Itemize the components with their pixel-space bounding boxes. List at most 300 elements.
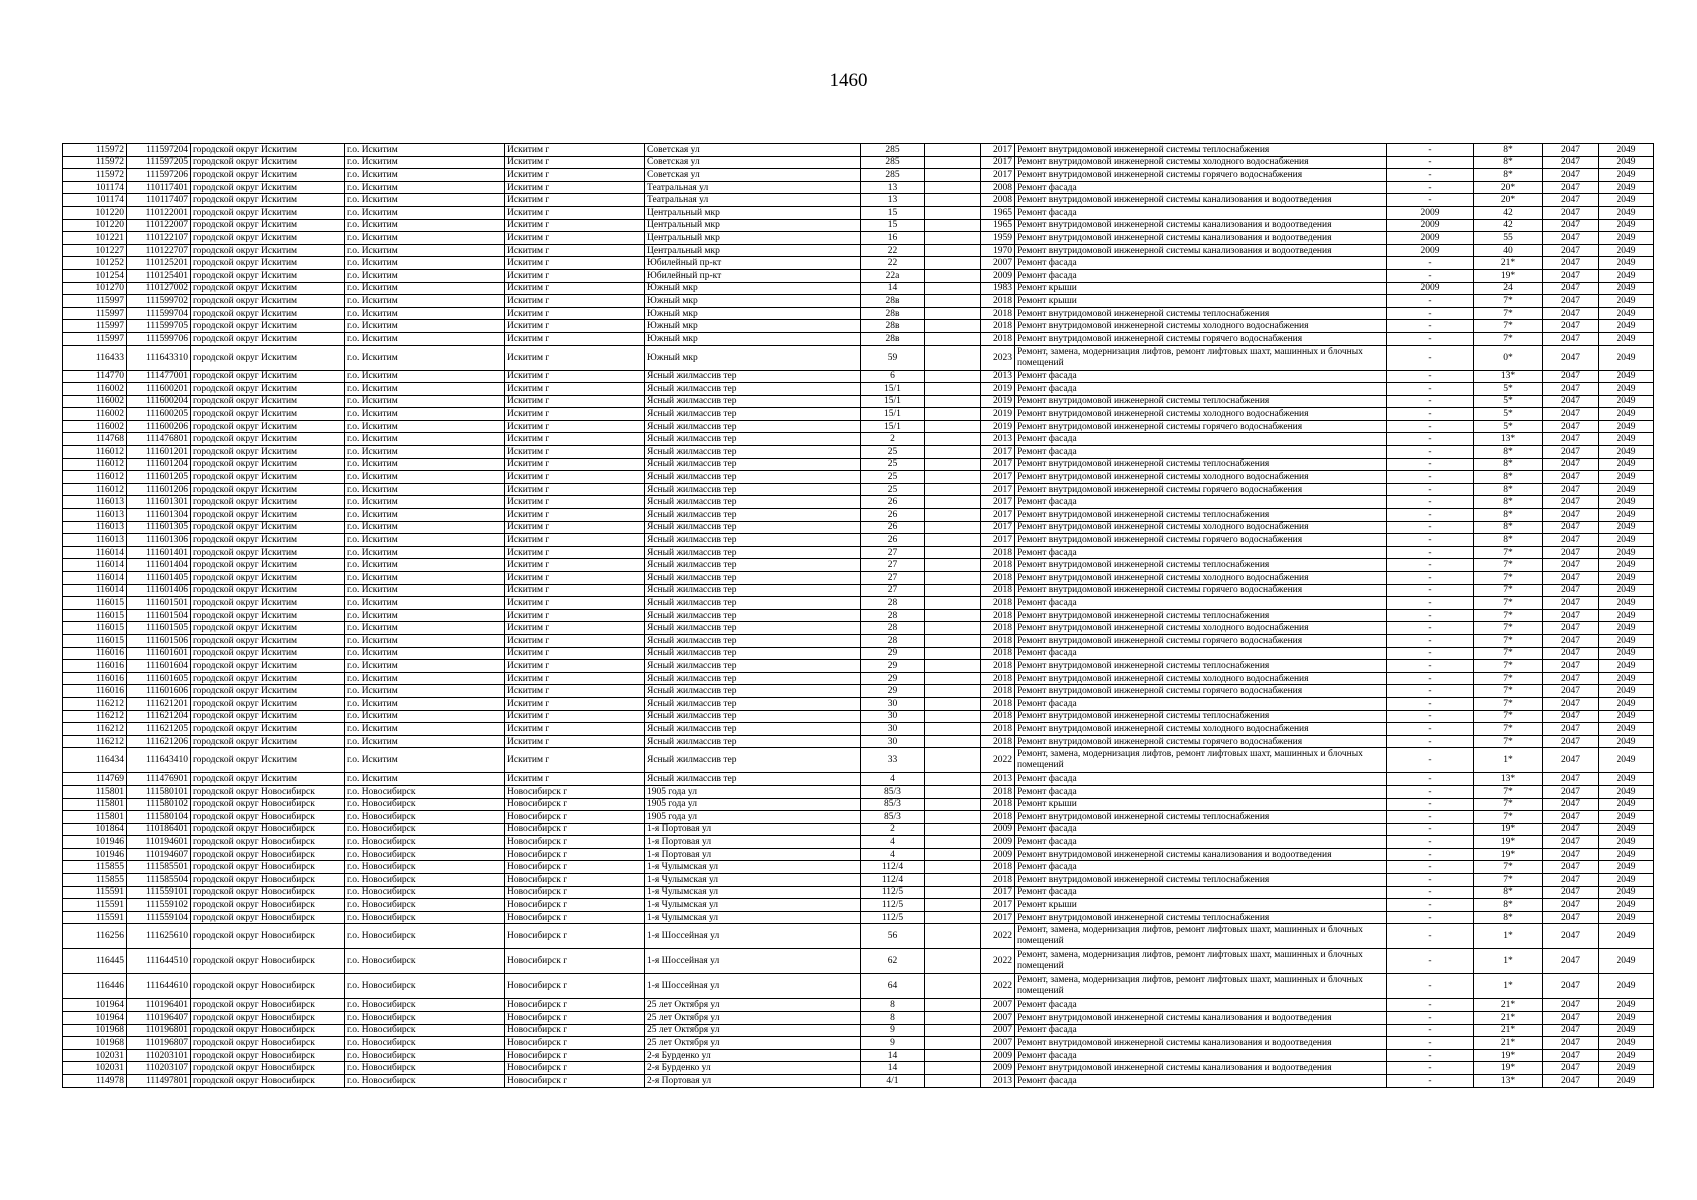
street-cell: 1-я Чулымская ул <box>645 861 861 874</box>
plan-end-year-cell: 2049 <box>1599 723 1654 736</box>
house-number-cell: 15 <box>861 219 925 232</box>
settlement-cell: г.о. Новосибирск <box>345 1049 505 1062</box>
year-built-cell: 2007 <box>981 1037 1015 1050</box>
house-id-cell: 116015 <box>63 622 127 635</box>
plan-start-year-cell: 2047 <box>1543 219 1599 232</box>
plan-end-year-cell: 2049 <box>1599 634 1654 647</box>
work-id-cell: 111599702 <box>127 295 191 308</box>
year-built-cell: 2017 <box>981 446 1015 459</box>
house-number-cell: 4/1 <box>861 1075 925 1088</box>
house-number-cell: 29 <box>861 685 925 698</box>
city-cell: Искитим г <box>505 597 645 610</box>
year-built-cell: 2007 <box>981 999 1015 1012</box>
settlement-cell: г.о. Искитим <box>345 433 505 446</box>
work-type-cell: Ремонт внутридомовой инженерной системы горячего водоснабжения <box>1015 685 1387 698</box>
house-number-cell: 112/5 <box>861 899 925 912</box>
work-type-cell: Ремонт, замена, модернизация лифтов, ремонт лифтовых шахт, машинных и блочных помещений <box>1015 924 1387 949</box>
table-row <box>63 332 1654 345</box>
table-row <box>63 509 1654 522</box>
last-repair-year-cell: - <box>1387 685 1474 698</box>
year-built-cell: 2013 <box>981 1075 1015 1088</box>
wear-cell: 8* <box>1474 446 1543 459</box>
plan-start-year-cell: 2047 <box>1543 521 1599 534</box>
building-cell <box>925 672 981 685</box>
city-cell: Искитим г <box>505 345 645 370</box>
house-number-cell: 2 <box>861 433 925 446</box>
building-cell <box>925 660 981 673</box>
municipality-cell: городской округ Искитим <box>191 332 345 345</box>
city-cell: Искитим г <box>505 509 645 522</box>
wear-cell: 7* <box>1474 572 1543 585</box>
street-cell: Ясный жилмассив тер <box>645 509 861 522</box>
building-cell <box>925 1024 981 1037</box>
municipality-cell: городской округ Новосибирск <box>191 1024 345 1037</box>
house-number-cell: 9 <box>861 1024 925 1037</box>
house-id-cell: 116012 <box>63 483 127 496</box>
building-cell <box>925 836 981 849</box>
street-cell: Ясный жилмассив тер <box>645 634 861 647</box>
last-repair-year-cell: - <box>1387 1024 1474 1037</box>
settlement-cell: г.о. Новосибирск <box>345 811 505 824</box>
settlement-cell: г.о. Новосибирск <box>345 848 505 861</box>
work-id-cell: 111601501 <box>127 597 191 610</box>
building-cell <box>925 257 981 270</box>
wear-cell: 42 <box>1474 219 1543 232</box>
year-built-cell: 2019 <box>981 383 1015 396</box>
last-repair-year-cell: - <box>1387 446 1474 459</box>
wear-cell: 7* <box>1474 798 1543 811</box>
wear-cell: 5* <box>1474 420 1543 433</box>
table-row <box>63 999 1654 1012</box>
work-id-cell: 111601201 <box>127 446 191 459</box>
building-cell <box>925 899 981 912</box>
last-repair-year-cell: - <box>1387 949 1474 974</box>
plan-end-year-cell: 2049 <box>1599 811 1654 824</box>
street-cell: 25 лет Октября ул <box>645 1037 861 1050</box>
house-id-cell: 115591 <box>63 886 127 899</box>
year-built-cell: 2019 <box>981 395 1015 408</box>
last-repair-year-cell: - <box>1387 848 1474 861</box>
last-repair-year-cell: - <box>1387 320 1474 333</box>
street-cell: 1-я Портовая ул <box>645 836 861 849</box>
wear-cell: 5* <box>1474 395 1543 408</box>
wear-cell: 7* <box>1474 710 1543 723</box>
last-repair-year-cell: - <box>1387 974 1474 999</box>
house-id-cell: 115591 <box>63 911 127 924</box>
city-cell: Искитим г <box>505 672 645 685</box>
year-built-cell: 2017 <box>981 471 1015 484</box>
plan-end-year-cell: 2049 <box>1599 848 1654 861</box>
house-id-cell: 101220 <box>63 219 127 232</box>
year-built-cell: 2018 <box>981 861 1015 874</box>
year-built-cell: 2018 <box>981 697 1015 710</box>
year-built-cell: 2009 <box>981 1049 1015 1062</box>
house-number-cell: 4 <box>861 773 925 786</box>
plan-end-year-cell: 2049 <box>1599 345 1654 370</box>
plan-end-year-cell: 2049 <box>1599 773 1654 786</box>
table-row <box>63 823 1654 836</box>
wear-cell: 13* <box>1474 433 1543 446</box>
building-cell <box>925 748 981 773</box>
settlement-cell: г.о. Новосибирск <box>345 924 505 949</box>
table-row <box>63 672 1654 685</box>
house-id-cell: 114978 <box>63 1075 127 1088</box>
street-cell: Ясный жилмассив тер <box>645 408 861 421</box>
table-row <box>63 710 1654 723</box>
settlement-cell: г.о. Искитим <box>345 458 505 471</box>
plan-start-year-cell: 2047 <box>1543 244 1599 257</box>
house-number-cell: 14 <box>861 1049 925 1062</box>
house-id-cell: 101946 <box>63 848 127 861</box>
street-cell: Юбилейный пр-кт <box>645 269 861 282</box>
work-type-cell: Ремонт фасада <box>1015 546 1387 559</box>
table-row <box>63 395 1654 408</box>
year-built-cell: 2018 <box>981 559 1015 572</box>
settlement-cell: г.о. Искитим <box>345 672 505 685</box>
plan-start-year-cell: 2047 <box>1543 332 1599 345</box>
house-id-cell: 115972 <box>63 156 127 169</box>
plan-end-year-cell: 2049 <box>1599 974 1654 999</box>
work-type-cell: Ремонт внутридомовой инженерной системы теплоснабжения <box>1015 144 1387 157</box>
last-repair-year-cell: - <box>1387 660 1474 673</box>
wear-cell: 21* <box>1474 999 1543 1012</box>
settlement-cell: г.о. Искитим <box>345 420 505 433</box>
city-cell: Искитим г <box>505 156 645 169</box>
work-id-cell: 111600206 <box>127 420 191 433</box>
plan-start-year-cell: 2047 <box>1543 1012 1599 1025</box>
municipality-cell: городской округ Искитим <box>191 446 345 459</box>
last-repair-year-cell: - <box>1387 345 1474 370</box>
last-repair-year-cell: - <box>1387 836 1474 849</box>
plan-end-year-cell: 2049 <box>1599 320 1654 333</box>
wear-cell: 7* <box>1474 735 1543 748</box>
settlement-cell: г.о. Искитим <box>345 509 505 522</box>
work-id-cell: 110122707 <box>127 244 191 257</box>
plan-start-year-cell: 2047 <box>1543 345 1599 370</box>
plan-end-year-cell: 2049 <box>1599 471 1654 484</box>
street-cell: 1-я Чулымская ул <box>645 899 861 912</box>
plan-end-year-cell: 2049 <box>1599 785 1654 798</box>
plan-start-year-cell: 2047 <box>1543 471 1599 484</box>
table-row <box>63 685 1654 698</box>
street-cell: 1905 года ул <box>645 798 861 811</box>
plan-end-year-cell: 2049 <box>1599 219 1654 232</box>
city-cell: Новосибирск г <box>505 924 645 949</box>
year-built-cell: 2018 <box>981 647 1015 660</box>
street-cell: 1-я Шоссейная ул <box>645 949 861 974</box>
house-id-cell: 115801 <box>63 798 127 811</box>
building-cell <box>925 609 981 622</box>
house-number-cell: 30 <box>861 710 925 723</box>
last-repair-year-cell: - <box>1387 748 1474 773</box>
street-cell: Ясный жилмассив тер <box>645 370 861 383</box>
plan-end-year-cell: 2049 <box>1599 257 1654 270</box>
plan-start-year-cell: 2047 <box>1543 483 1599 496</box>
house-id-cell: 116014 <box>63 584 127 597</box>
year-built-cell: 2017 <box>981 156 1015 169</box>
settlement-cell: г.о. Искитим <box>345 206 505 219</box>
wear-cell: 8* <box>1474 169 1543 182</box>
house-id-cell: 116013 <box>63 509 127 522</box>
work-type-cell: Ремонт фасада <box>1015 861 1387 874</box>
work-id-cell: 111476901 <box>127 773 191 786</box>
table-row <box>63 496 1654 509</box>
table-row <box>63 848 1654 861</box>
table-row <box>63 1049 1654 1062</box>
house-id-cell: 116002 <box>63 420 127 433</box>
last-repair-year-cell: - <box>1387 911 1474 924</box>
plan-start-year-cell: 2047 <box>1543 420 1599 433</box>
last-repair-year-cell: - <box>1387 1062 1474 1075</box>
city-cell: Искитим г <box>505 723 645 736</box>
settlement-cell: г.о. Искитим <box>345 697 505 710</box>
wear-cell: 7* <box>1474 622 1543 635</box>
street-cell: Театральная ул <box>645 194 861 207</box>
work-type-cell: Ремонт внутридомовой инженерной системы теплоснабжения <box>1015 395 1387 408</box>
municipality-cell: городской округ Новосибирск <box>191 949 345 974</box>
wear-cell: 7* <box>1474 811 1543 824</box>
settlement-cell: г.о. Новосибирск <box>345 1012 505 1025</box>
table-row <box>63 144 1654 157</box>
year-built-cell: 2018 <box>981 295 1015 308</box>
house-number-cell: 285 <box>861 169 925 182</box>
settlement-cell: г.о. Новосибирск <box>345 886 505 899</box>
house-number-cell: 28 <box>861 597 925 610</box>
settlement-cell: г.о. Искитим <box>345 471 505 484</box>
table-row <box>63 559 1654 572</box>
work-id-cell: 110117407 <box>127 194 191 207</box>
work-id-cell: 110196407 <box>127 1012 191 1025</box>
street-cell: Ясный жилмассив тер <box>645 521 861 534</box>
wear-cell: 8* <box>1474 458 1543 471</box>
house-number-cell: 13 <box>861 181 925 194</box>
last-repair-year-cell: - <box>1387 420 1474 433</box>
work-id-cell: 110203101 <box>127 1049 191 1062</box>
table-row <box>63 785 1654 798</box>
last-repair-year-cell: - <box>1387 634 1474 647</box>
work-type-cell: Ремонт, замена, модернизация лифтов, ремонт лифтовых шахт, машинных и блочных помещений <box>1015 974 1387 999</box>
work-id-cell: 110186401 <box>127 823 191 836</box>
municipality-cell: городской округ Новосибирск <box>191 1037 345 1050</box>
street-cell: Ясный жилмассив тер <box>645 420 861 433</box>
work-type-cell: Ремонт фасада <box>1015 999 1387 1012</box>
plan-end-year-cell: 2049 <box>1599 194 1654 207</box>
work-type-cell: Ремонт внутридомовой инженерной системы холодного водоснабжения <box>1015 521 1387 534</box>
plan-end-year-cell: 2049 <box>1599 1062 1654 1075</box>
year-built-cell: 1970 <box>981 244 1015 257</box>
house-number-cell: 30 <box>861 735 925 748</box>
plan-end-year-cell: 2049 <box>1599 572 1654 585</box>
last-repair-year-cell: - <box>1387 332 1474 345</box>
year-built-cell: 2018 <box>981 874 1015 887</box>
wear-cell: 1* <box>1474 748 1543 773</box>
plan-start-year-cell: 2047 <box>1543 534 1599 547</box>
building-cell <box>925 773 981 786</box>
work-id-cell: 111644510 <box>127 949 191 974</box>
building-cell <box>925 509 981 522</box>
year-built-cell: 2018 <box>981 785 1015 798</box>
house-id-cell: 101174 <box>63 181 127 194</box>
municipality-cell: городской округ Искитим <box>191 546 345 559</box>
plan-end-year-cell: 2049 <box>1599 534 1654 547</box>
municipality-cell: городской округ Искитим <box>191 257 345 270</box>
plan-start-year-cell: 2047 <box>1543 697 1599 710</box>
plan-end-year-cell: 2049 <box>1599 823 1654 836</box>
plan-start-year-cell: 2047 <box>1543 446 1599 459</box>
work-type-cell: Ремонт внутридомовой инженерной системы горячего водоснабжения <box>1015 584 1387 597</box>
city-cell: Новосибирск г <box>505 823 645 836</box>
house-id-cell: 116012 <box>63 471 127 484</box>
work-id-cell: 110125201 <box>127 257 191 270</box>
work-type-cell: Ремонт фасада <box>1015 269 1387 282</box>
house-id-cell: 101964 <box>63 1012 127 1025</box>
table-row <box>63 156 1654 169</box>
building-cell <box>925 269 981 282</box>
house-number-cell: 30 <box>861 723 925 736</box>
house-id-cell: 115801 <box>63 785 127 798</box>
street-cell: Ясный жилмассив тер <box>645 383 861 396</box>
building-cell <box>925 181 981 194</box>
wear-cell: 19* <box>1474 269 1543 282</box>
plan-end-year-cell: 2049 <box>1599 370 1654 383</box>
house-number-cell: 56 <box>861 924 925 949</box>
year-built-cell: 2017 <box>981 899 1015 912</box>
settlement-cell: г.о. Новосибирск <box>345 785 505 798</box>
wear-cell: 19* <box>1474 836 1543 849</box>
work-type-cell: Ремонт внутридомовой инженерной системы холодного водоснабжения <box>1015 622 1387 635</box>
building-cell <box>925 446 981 459</box>
street-cell: Ясный жилмассив тер <box>645 597 861 610</box>
table-row <box>63 307 1654 320</box>
plan-start-year-cell: 2047 <box>1543 546 1599 559</box>
street-cell: 1-я Чулымская ул <box>645 886 861 899</box>
plan-start-year-cell: 2047 <box>1543 647 1599 660</box>
settlement-cell: г.о. Новосибирск <box>345 1075 505 1088</box>
settlement-cell: г.о. Новосибирск <box>345 949 505 974</box>
plan-end-year-cell: 2049 <box>1599 886 1654 899</box>
work-id-cell: 111585501 <box>127 861 191 874</box>
building-cell <box>925 723 981 736</box>
plan-end-year-cell: 2049 <box>1599 496 1654 509</box>
city-cell: Искитим г <box>505 773 645 786</box>
municipality-cell: городской округ Искитим <box>191 622 345 635</box>
building-cell <box>925 572 981 585</box>
settlement-cell: г.о. Искитим <box>345 219 505 232</box>
wear-cell: 7* <box>1474 332 1543 345</box>
wear-cell: 8* <box>1474 144 1543 157</box>
work-id-cell: 110125401 <box>127 269 191 282</box>
wear-cell: 7* <box>1474 647 1543 660</box>
settlement-cell: г.о. Искитим <box>345 144 505 157</box>
wear-cell: 7* <box>1474 697 1543 710</box>
settlement-cell: г.о. Искитим <box>345 295 505 308</box>
street-cell: 2-я Бурденко ул <box>645 1062 861 1075</box>
house-number-cell: 29 <box>861 672 925 685</box>
house-number-cell: 26 <box>861 534 925 547</box>
house-id-cell: 115972 <box>63 144 127 157</box>
house-id-cell: 116013 <box>63 534 127 547</box>
wear-cell: 21* <box>1474 257 1543 270</box>
city-cell: Новосибирск г <box>505 874 645 887</box>
plan-start-year-cell: 2047 <box>1543 999 1599 1012</box>
plan-start-year-cell: 2047 <box>1543 206 1599 219</box>
house-id-cell: 101227 <box>63 244 127 257</box>
table-row <box>63 597 1654 610</box>
building-cell <box>925 320 981 333</box>
last-repair-year-cell: - <box>1387 597 1474 610</box>
last-repair-year-cell: - <box>1387 861 1474 874</box>
last-repair-year-cell: - <box>1387 483 1474 496</box>
work-id-cell: 111621206 <box>127 735 191 748</box>
last-repair-year-cell: 2009 <box>1387 232 1474 245</box>
table-row <box>63 206 1654 219</box>
house-number-cell: 25 <box>861 458 925 471</box>
street-cell: 25 лет Октября ул <box>645 1012 861 1025</box>
plan-start-year-cell: 2047 <box>1543 433 1599 446</box>
city-cell: Искитим г <box>505 483 645 496</box>
house-id-cell: 115972 <box>63 169 127 182</box>
wear-cell: 7* <box>1474 685 1543 698</box>
municipality-cell: городской округ Искитим <box>191 609 345 622</box>
year-built-cell: 2019 <box>981 420 1015 433</box>
building-cell <box>925 559 981 572</box>
building-cell <box>925 232 981 245</box>
municipality-cell: городской округ Искитим <box>191 483 345 496</box>
table-row <box>63 345 1654 370</box>
municipality-cell: городской округ Новосибирск <box>191 999 345 1012</box>
house-id-cell: 101220 <box>63 206 127 219</box>
work-id-cell: 111599704 <box>127 307 191 320</box>
year-built-cell: 2013 <box>981 433 1015 446</box>
plan-start-year-cell: 2047 <box>1543 307 1599 320</box>
last-repair-year-cell: - <box>1387 433 1474 446</box>
building-cell <box>925 206 981 219</box>
table-row <box>63 660 1654 673</box>
house-number-cell: 28в <box>861 332 925 345</box>
street-cell: Ясный жилмассив тер <box>645 672 861 685</box>
work-type-cell: Ремонт внутридомовой инженерной системы холодного водоснабжения <box>1015 156 1387 169</box>
street-cell: 1905 года ул <box>645 811 861 824</box>
work-type-cell: Ремонт внутридомовой инженерной системы горячего водоснабжения <box>1015 534 1387 547</box>
plan-start-year-cell: 2047 <box>1543 1049 1599 1062</box>
house-number-cell: 26 <box>861 521 925 534</box>
settlement-cell: г.о. Искитим <box>345 622 505 635</box>
plan-end-year-cell: 2049 <box>1599 295 1654 308</box>
building-cell <box>925 735 981 748</box>
municipality-cell: городской округ Искитим <box>191 370 345 383</box>
table-row <box>63 521 1654 534</box>
street-cell: Театральная ул <box>645 181 861 194</box>
work-type-cell: Ремонт внутридомовой инженерной системы теплоснабжения <box>1015 458 1387 471</box>
building-cell <box>925 798 981 811</box>
settlement-cell: г.о. Искитим <box>345 609 505 622</box>
house-number-cell: 62 <box>861 949 925 974</box>
work-type-cell: Ремонт фасада <box>1015 597 1387 610</box>
work-id-cell: 111585504 <box>127 874 191 887</box>
house-number-cell: 15/1 <box>861 395 925 408</box>
plan-end-year-cell: 2049 <box>1599 383 1654 396</box>
street-cell: Центральный мкр <box>645 232 861 245</box>
last-repair-year-cell: - <box>1387 622 1474 635</box>
last-repair-year-cell: - <box>1387 609 1474 622</box>
year-built-cell: 2009 <box>981 836 1015 849</box>
building-cell <box>925 1037 981 1050</box>
work-id-cell: 111601406 <box>127 584 191 597</box>
house-number-cell: 13 <box>861 194 925 207</box>
plan-end-year-cell: 2049 <box>1599 609 1654 622</box>
last-repair-year-cell: - <box>1387 798 1474 811</box>
work-id-cell: 110203107 <box>127 1062 191 1075</box>
